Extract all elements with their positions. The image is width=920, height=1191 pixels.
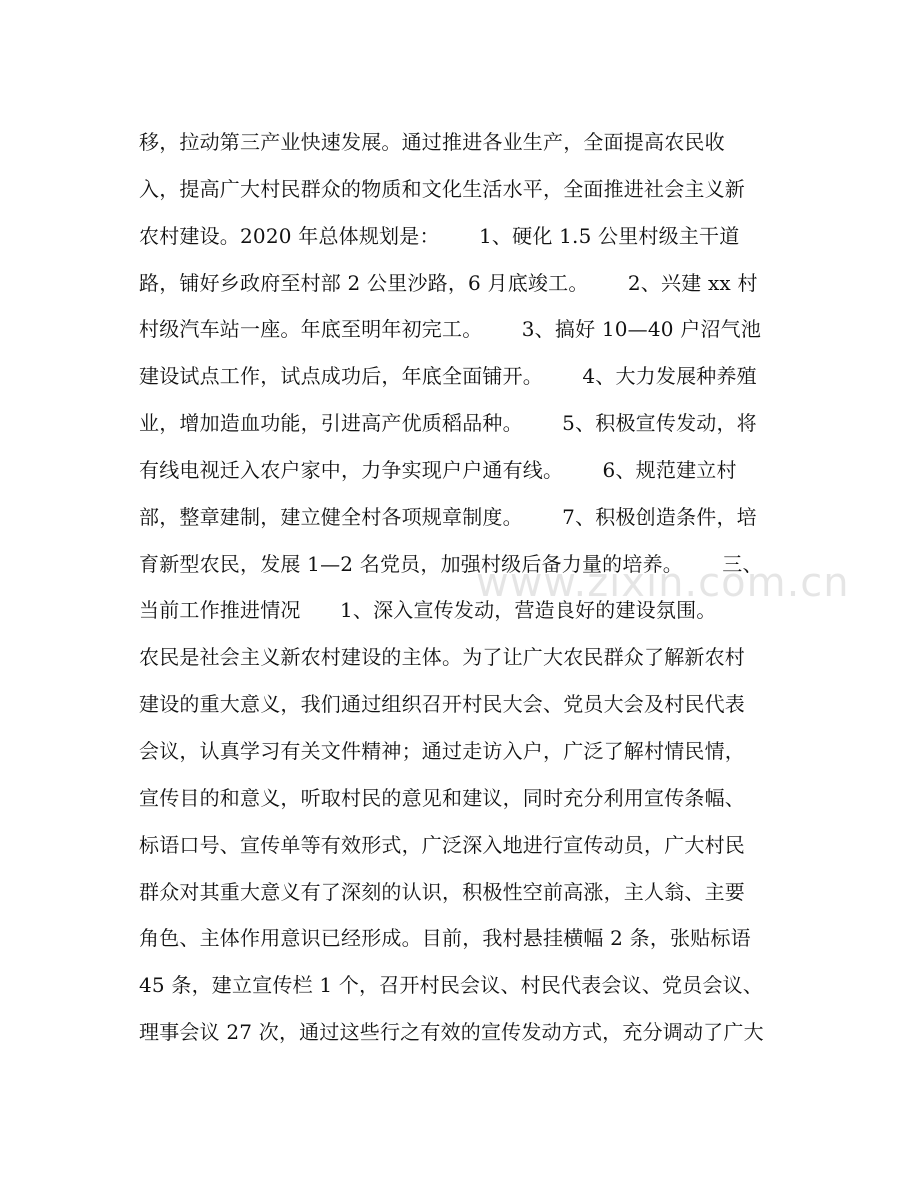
text-line: 育新型农民，发展 1—2 名党员，加强村级后备力量的培养。 三、 <box>139 551 763 576</box>
text-line: 建设试点工作，试点成功后，年底全面铺开。 4、大力发展种养殖 <box>139 364 757 389</box>
text-line: 部，整章建制，建立健全村各项规章制度。 7、积极创造条件，培 <box>139 504 757 529</box>
text-line: 路，铺好乡政府至村部 2 公里沙路，6 月底竣工。 2、兴建 xx 村 <box>139 270 758 295</box>
text-line: 农民是社会主义新农村建设的主体。为了让广大农民群众了解新农村 <box>139 645 745 670</box>
text-line: 建设的重大意义，我们通过组织召开村民大会、党员大会及村民代表 <box>139 692 745 717</box>
text-line: 标语口号、宣传单等有效形式，广泛深入地进行宣传动员，广大村民 <box>139 832 745 857</box>
text-line: 群众对其重大意义有了深刻的认识，积极性空前高涨，主人翁、主要 <box>139 879 745 904</box>
watermark-text: www.zixin.com.cn <box>476 560 850 606</box>
text-line: 业，增加造血功能，引进高产优质稻品种。 5、积极宣传发动，将 <box>139 411 757 436</box>
text-line: 宣传目的和意义，听取村民的意见和建议，同时充分利用宣传条幅、 <box>139 785 745 810</box>
text-line: 有线电视迁入农户家中，力争实现户户通有线。 6、规范建立村 <box>139 457 737 482</box>
text-line: 移，拉动第三产业快速发展。通过推进各业生产，全面提高农民收 <box>139 130 725 154</box>
text-line: 村级汽车站一座。年底至明年初完工。 3、搞好 10—40 户沼气池 <box>139 317 762 342</box>
text-line: 角色、主体作用意识已经形成。目前，我村悬挂横幅 2 条，张贴标语 <box>139 926 751 951</box>
text-line: 入，提高广大村民群众的物质和文化生活水平，全面推进社会主义新 <box>139 176 745 201</box>
text-line: 当前工作推进情况 1、深入宣传发动，营造良好的建设氛围。 <box>139 598 717 623</box>
text-line: 45 条，建立宣传栏 1 个，召开村民会议、村民代表会议、党员会议、 <box>139 973 764 998</box>
document-body <box>139 119 789 1056</box>
text-line: 理事会议 27 次，通过这些行之有效的宣传发动方式，充分调动了广大 <box>139 1020 764 1045</box>
text-line: 会议，认真学习有关文件精神；通过走访入户，广泛了解村情民情， <box>139 738 745 763</box>
text-line: 农村建设。2020 年总体规划是： 1、硬化 1.5 公里村级主干道 <box>139 223 740 248</box>
